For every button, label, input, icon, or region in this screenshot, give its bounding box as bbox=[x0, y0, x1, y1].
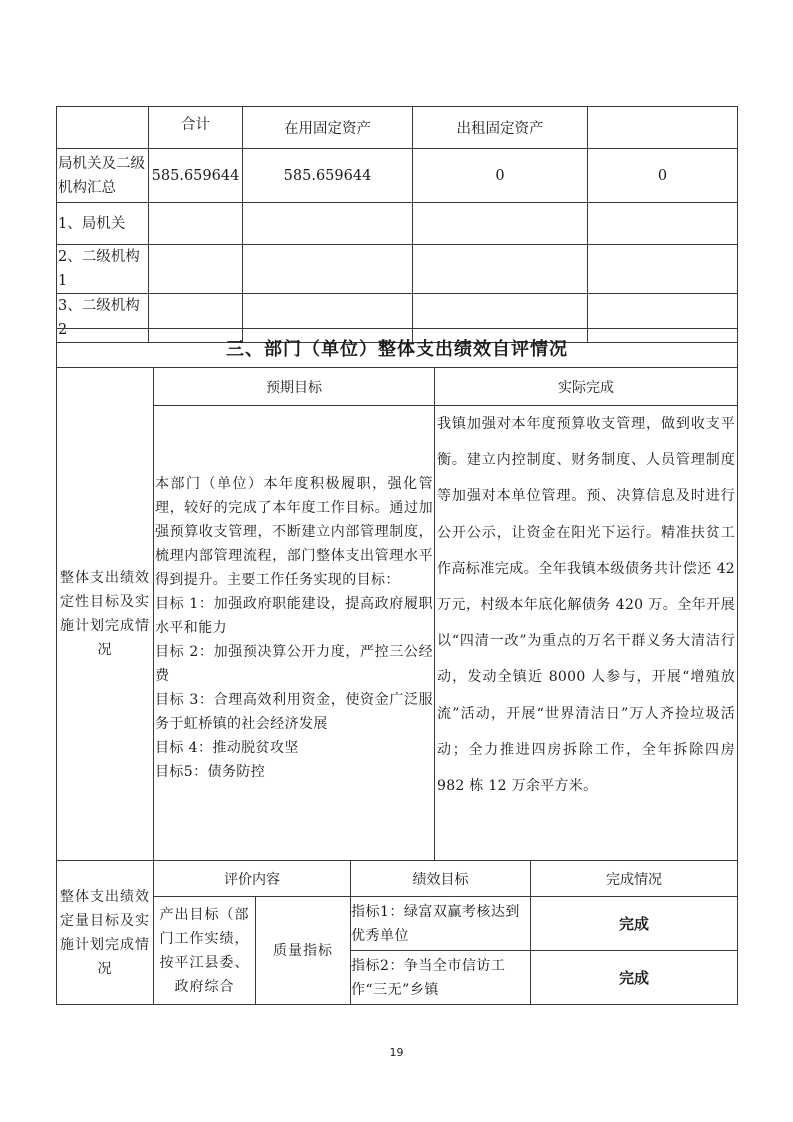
cell-value bbox=[149, 245, 243, 294]
cell-value: 0 bbox=[588, 149, 738, 203]
row-label: 3、二级机构 2 bbox=[57, 294, 149, 343]
table-row bbox=[57, 149, 738, 203]
quantitative-table bbox=[56, 860, 738, 1005]
indicator-target: 指标2：争当全市信访工作“三无”乡镇 bbox=[351, 951, 531, 1005]
expected-intro: 本部门（单位）本年度积极履职，强化管理，较好的完成了本年度工作目标。通过加强预算收支管理，不断建立内部管理制度，梳理内部管理流程，部门整体支出管理水平得到提升。主要工作任务实现的目标： bbox=[155, 476, 433, 588]
goal-item: 目标 2：加强预决算公开力度，严控三公经费 bbox=[155, 644, 433, 684]
cell-value bbox=[243, 245, 413, 294]
cell-value: 585.659644 bbox=[149, 149, 243, 203]
actual-completion-header: 实际完成 bbox=[435, 368, 738, 406]
expected-goals-header: 预期目标 bbox=[154, 368, 435, 406]
section-title: 三、部门（单位）整体支出绩效自评情况 bbox=[57, 329, 738, 368]
header-cell-leased: 出租固定资产 bbox=[413, 107, 588, 149]
cell-value: 585.659644 bbox=[243, 149, 413, 203]
header-cell-in-use: 在用固定资产 bbox=[243, 107, 413, 149]
indicator-status: 完成 bbox=[531, 951, 738, 1005]
goal-item: 目标 1：加强政府职能建设，提高政府履职水平和能力 bbox=[155, 596, 433, 636]
goal-item: 目标5：债务防控 bbox=[155, 764, 266, 780]
header-cell-blank bbox=[588, 107, 738, 149]
cell-value bbox=[413, 245, 588, 294]
expected-goals-content bbox=[154, 406, 435, 861]
performance-target-header: 绩效目标 bbox=[351, 861, 531, 897]
table-row bbox=[57, 245, 738, 294]
table-header-row bbox=[57, 107, 738, 149]
cell-value bbox=[588, 203, 738, 245]
table-row bbox=[57, 203, 738, 245]
row-label: 局机关及二级机构汇总 bbox=[57, 149, 149, 203]
header-cell-empty bbox=[57, 107, 149, 149]
fixed-assets-table bbox=[56, 106, 738, 343]
page-number: 19 bbox=[389, 1046, 404, 1059]
indicator-target: 指标1：绿富双赢考核达到优秀单位 bbox=[351, 897, 531, 951]
row-label: 2、二级机构 1 bbox=[57, 245, 149, 294]
cell-value: 0 bbox=[413, 149, 588, 203]
qualitative-row-label: 整体支出绩效定性目标及实施计划完成情况 bbox=[57, 368, 154, 861]
quantitative-row-label: 整体支出绩效定量目标及实施计划完成情况 bbox=[57, 861, 154, 1005]
row-label: 1、局机关 bbox=[57, 203, 149, 245]
completion-status-header: 完成情况 bbox=[531, 861, 738, 897]
evaluation-content-header: 评价内容 bbox=[154, 861, 351, 897]
cell-value bbox=[588, 245, 738, 294]
actual-completion-content: 我镇加强对本年度预算收支管理，做到收支平衡。建立内控制度、财务制度、人员管理制度等加强对本单位管理。预、决算信息及时进行公开公示，让资金在阳光下运行。精准扶贫工作高标准完成。全年我镇本级债务共计偿还 42 万元，村级本年底化解债务 420 万。全年开展以“四清一改”为重点的万名干群义务大清洁行动，发动全镇近 8000 人参与，开展“增殖放流”活动，开展“世界清洁日”万人齐捡垃圾活动；全力推进四房拆除工作，全年拆除四房 982 栋 12 万余平方米。 bbox=[435, 406, 738, 861]
indicator-status: 完成 bbox=[531, 897, 738, 951]
quality-indicator-label: 质量指标 bbox=[256, 897, 351, 1005]
qualitative-table bbox=[56, 328, 738, 861]
cell-value bbox=[149, 203, 243, 245]
goal-item: 目标 3：合理高效利用资金，使资金广泛服务于虹桥镇的社会经济发展 bbox=[155, 692, 433, 732]
cell-value bbox=[413, 203, 588, 245]
goal-item: 目标 4：推动脱贫攻坚 bbox=[155, 740, 299, 756]
output-target-category: 产出目标（部门工作实绩，按平江县委、政府综合 bbox=[154, 897, 256, 1005]
header-cell-total: 合计 bbox=[149, 107, 243, 149]
cell-value bbox=[243, 203, 413, 245]
